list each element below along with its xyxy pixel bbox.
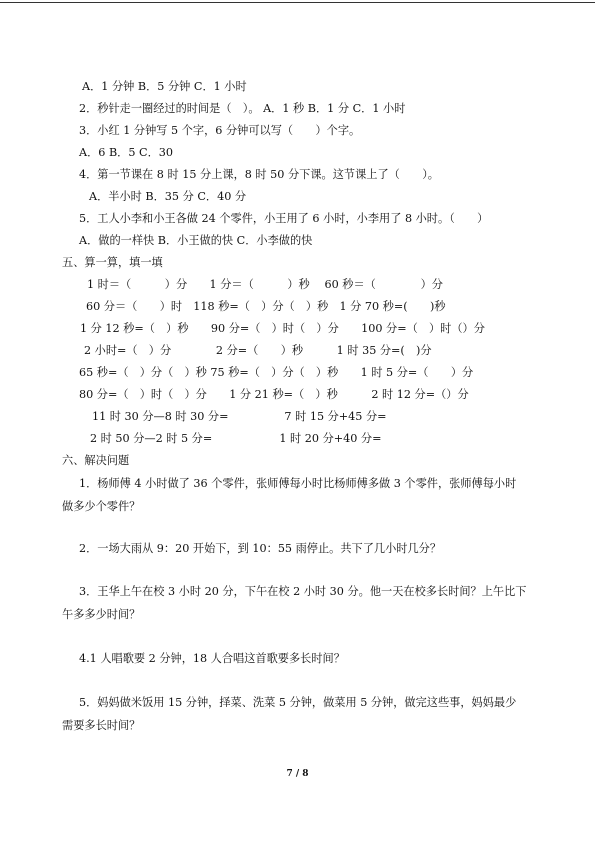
conversion-row-4: 2 小时=（ ）分 2 分=（ ）秒 1 时 35 分=( )分 [84, 344, 432, 357]
problem-5-line-1: 5．妈妈做米饭用 15 分钟，择菜、洗菜 5 分钟，做菜用 5 分钟，做完这些事，妈妈最少 [79, 696, 517, 709]
q4-question: 4．第一节课在 8 时 15 分上课，8 时 50 分下课。这节课上了（ ）。 [79, 168, 439, 181]
conversion-row-1: 1 时＝（ ）分 1 分＝（ ）秒 60 秒＝（ ）分 [87, 278, 443, 291]
problem-5-line-2: 需要多长时间？ [62, 719, 141, 732]
problem-1-line-1: 1．杨师傅 4 小时做了 36 个零件，张师傅每小时比杨师傅多做 3 个零件，张师傅每小时 [79, 477, 517, 490]
conversion-row-2: 60 分＝（ ）时 118 秒=（ ）分（ ）秒 1 分 70 秒=( )秒 [86, 300, 446, 313]
q2-question: 2．秒针走一圈经过的时间是（ ）。 A．1 秒 B．1 分 C．1 小时 [79, 102, 406, 115]
problem-3-line-2: 午多多少时间？ [62, 608, 141, 621]
section-six-heading: 六、解决问题 [62, 454, 130, 467]
problem-3-line-1: 3．王华上午在校 3 小时 20 分，下午在校 2 小时 30 分。他一天在校多长时间？上午比下 [79, 585, 527, 598]
q3-options: A．6 B．5 C．30 [79, 146, 174, 159]
page-top-border [0, 2, 595, 3]
calculation-row-2: 2 时 50 分—2 时 5 分= 1 时 20 分+40 分= [90, 432, 382, 445]
conversion-row-5: 65 秒=（ ）分（ ）秒 75 秒=（ ）分（ ）秒 1 时 5 分=（ ）分 [79, 366, 474, 379]
q5-question: 5．工人小李和小王各做 24 个零件，小王用了 6 小时，小李用了 8 小时。（ ） [79, 212, 489, 225]
q3-question: 3．小红 1 分钟写 5 个字，6 分钟可以写（ ）个字。 [79, 124, 361, 137]
conversion-row-6: 80 分=（ ）时（ ）分 1 分 21 秒=（ ）秒 2 时 12 分=（）分 [79, 388, 469, 401]
section-five-heading: 五、算一算，填一填 [62, 256, 163, 269]
calculation-row-1: 11 时 30 分—8 时 30 分= 7 时 15 分+45 分= [92, 410, 387, 423]
problem-4: 4.1 人唱歌要 2 分钟，18 人合唱这首歌要多长时间？ [79, 652, 345, 665]
q4-options: A．半小时 B．35 分 C．40 分 [89, 190, 247, 203]
problem-2: 2．一场大雨从 9：20 开始下，到 10：55 雨停止。共下了几小时几分？ [79, 542, 442, 555]
q1-options: A．1 分钟 B．5 分钟 C．1 小时 [82, 80, 247, 93]
q5-options: A．做的一样快 B．小王做的快 C．小李做的快 [79, 234, 313, 247]
page-number: 7 / 8 [286, 769, 309, 779]
problem-1-line-2: 做多少个零件？ [62, 500, 141, 513]
conversion-row-3: 1 分 12 秒=（ ）秒 90 分=（ ）时（ ）分 100 分=（ ）时（）分 [80, 322, 485, 335]
